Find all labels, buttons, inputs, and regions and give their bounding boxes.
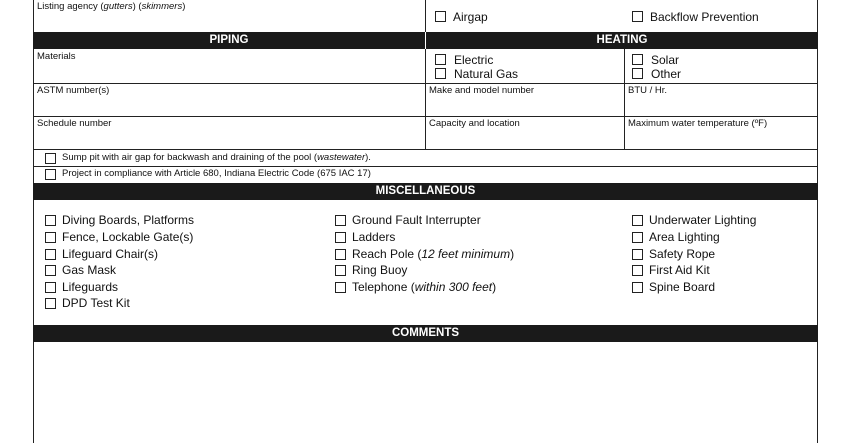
compliance-checkbox[interactable] xyxy=(45,169,56,180)
misc-item[interactable]: Underwater Lighting xyxy=(632,213,756,227)
misc-item[interactable]: Ladders xyxy=(335,230,395,244)
misc-header: MISCELLANEOUS xyxy=(33,183,818,200)
misc-item[interactable]: Telephone (within 300 feet) xyxy=(335,280,496,294)
checkbox[interactable] xyxy=(45,232,56,243)
misc-item[interactable]: Reach Pole (12 feet minimum) xyxy=(335,247,514,261)
checkbox[interactable] xyxy=(45,298,56,309)
checkbox[interactable] xyxy=(335,215,346,226)
make-model-label: Make and model number xyxy=(429,85,535,96)
heating-divider xyxy=(624,49,625,149)
materials-label: Materials xyxy=(37,51,76,62)
misc-item[interactable]: Gas Mask xyxy=(45,263,116,277)
checkbox[interactable] xyxy=(335,232,346,243)
checkbox[interactable] xyxy=(632,249,643,260)
piping-header: PIPING xyxy=(33,32,425,49)
misc-item[interactable]: Diving Boards, Platforms xyxy=(45,213,194,227)
sump-checkbox[interactable] xyxy=(45,153,56,164)
backflow-checkbox[interactable] xyxy=(632,11,643,22)
schedule-label: Schedule number xyxy=(37,118,112,129)
misc-item[interactable]: Lifeguards xyxy=(45,280,118,294)
capacity-label: Capacity and location xyxy=(429,118,520,129)
row-line-4 xyxy=(33,166,818,167)
misc-item[interactable]: Safety Rope xyxy=(632,247,715,261)
misc-item[interactable]: Lifeguard Chair(s) xyxy=(45,247,158,261)
solar-label: Solar xyxy=(651,53,680,67)
natural-gas-checkbox[interactable] xyxy=(435,68,446,79)
electric-label: Electric xyxy=(454,53,494,67)
row-line-3 xyxy=(33,149,818,150)
checkbox[interactable] xyxy=(632,232,643,243)
right-border xyxy=(817,0,818,443)
misc-item[interactable]: DPD Test Kit xyxy=(45,296,130,310)
checkbox[interactable] xyxy=(335,265,346,276)
misc-item[interactable]: Ground Fault Interrupter xyxy=(335,213,481,227)
misc-item[interactable]: Area Lighting xyxy=(632,230,720,244)
checkbox[interactable] xyxy=(45,215,56,226)
other-label: Other xyxy=(651,67,682,81)
natural-gas-label: Natural Gas xyxy=(454,67,519,81)
airgap-label: Airgap xyxy=(453,10,488,24)
compliance-label: Project in compliance with Article 680, Indiana Electric Code (675 IAC 17) xyxy=(62,168,371,179)
listing-agency-label: Listing agency (gutters) (skimmers) xyxy=(37,1,186,12)
misc-item[interactable]: First Aid Kit xyxy=(632,263,710,277)
comments-header: COMMENTS xyxy=(33,325,818,342)
middle-divider xyxy=(425,49,426,149)
checkbox[interactable] xyxy=(45,282,56,293)
electric-checkbox[interactable] xyxy=(435,54,446,65)
checkbox[interactable] xyxy=(45,249,56,260)
btu-label: BTU / Hr. xyxy=(628,85,668,96)
astm-label: ASTM number(s) xyxy=(37,85,110,96)
misc-item[interactable]: Fence, Lockable Gate(s) xyxy=(45,230,193,244)
checkbox[interactable] xyxy=(335,282,346,293)
misc-item[interactable]: Ring Buoy xyxy=(335,263,407,277)
comments-field[interactable] xyxy=(34,342,817,443)
checkbox[interactable] xyxy=(335,249,346,260)
airgap-checkbox[interactable] xyxy=(435,11,446,22)
max-temp-label: Maximum water temperature (ºF) xyxy=(628,118,768,129)
checkbox[interactable] xyxy=(45,265,56,276)
checkbox[interactable] xyxy=(632,282,643,293)
other-checkbox[interactable] xyxy=(632,68,643,79)
solar-checkbox[interactable] xyxy=(632,54,643,65)
checkbox[interactable] xyxy=(632,265,643,276)
sump-label: Sump pit with air gap for backwash and draining of the pool (wastewater). xyxy=(62,152,371,163)
misc-item[interactable]: Spine Board xyxy=(632,280,715,294)
top-divider xyxy=(425,0,426,32)
checkbox[interactable] xyxy=(632,215,643,226)
backflow-label: Backflow Prevention xyxy=(650,10,759,24)
heating-header: HEATING xyxy=(426,32,818,49)
